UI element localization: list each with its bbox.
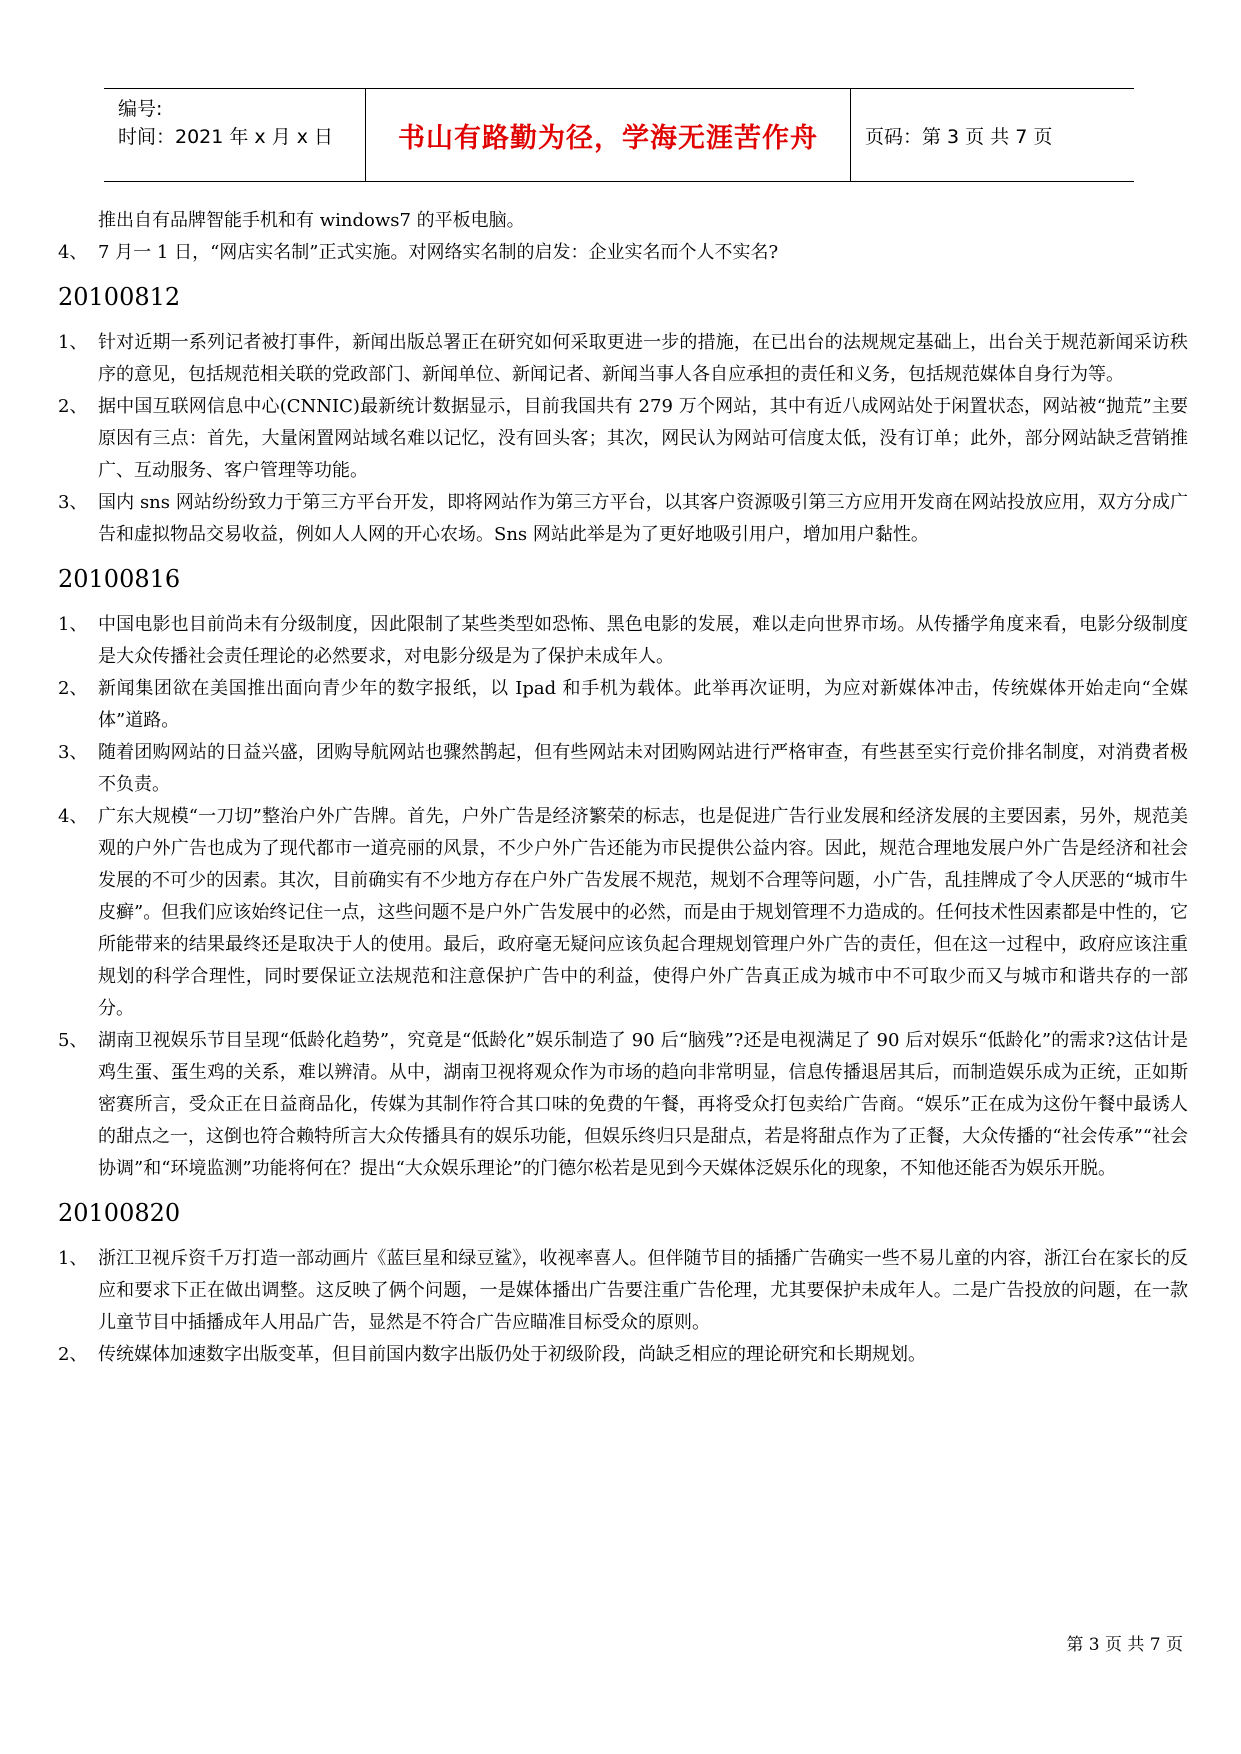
section-date-heading: 20100820 — [58, 1199, 181, 1227]
list-item-text: 传统媒体加速数字出版变革，但目前国内数字出版仍处于初级阶段，尚缺乏相应的理论研究和长期规划。 — [98, 1344, 926, 1365]
list-item-number: 5、 — [58, 1030, 88, 1051]
list-item-text: 中国电影也目前尚未有分级制度，因此限制了某些类型如恐怖、黑色电影的发展，难以走向世界市场。从传播学角度来看，电影分级制度是大众传播社会责任理论的必然要求，对电影分级是为了保护未成年人。 — [98, 614, 1188, 667]
header-meta — [104, 89, 366, 181]
list-item — [58, 487, 1188, 551]
list-item-number: 1、 — [58, 1248, 88, 1269]
list-item-number: 4、 — [58, 806, 88, 827]
document-number-label: 编号: — [118, 98, 163, 120]
list-item — [58, 237, 1188, 269]
list-item — [58, 673, 1188, 737]
page-header — [104, 88, 1134, 182]
list-item-number: 2、 — [58, 678, 88, 699]
continued-paragraph: 推出自有品牌智能手机和有 windows7 的平板电脑。 — [98, 210, 525, 231]
list-item — [58, 801, 1188, 1025]
list-item-text: 广东大规模“一刀切”整治户外广告牌。首先，户外广告是经济繁荣的标志，也是促进广告行业发展和经济发展的主要因素，另外，规范美观的户外广告也成为了现代都市一道亮丽的风景，不少户外广告还能为市民提供公益内容。因此，规范合理地发展户外广告是经济和社会发展的不可少的因素。其次，目前确实有不少地方存在户外广告发展不规范，规划不合理等问题，小广告，乱挂牌成了令人厌恶的“城市牛皮癣”。但我们应该始终记住一点，这些问题不是户外广告发展中的必然，而是由于规划管理不力造成的。任何技术性因素都是中性的，它所能带来的结果最终还是取决于人的使用。最后，政府毫无疑问应该负起合理规划管理户外广告的责任，但在这一过程中，政府应该注重规划的科学合理性，同时要保证立法规范和注意保护广告中的利益，使得户外广告真正成为城市中不可取少而又与城市和谐共存的一部分。 — [98, 806, 1188, 1019]
list-item — [58, 1025, 1188, 1185]
list-item-number: 1、 — [58, 332, 88, 353]
list-item — [58, 1339, 1188, 1371]
list-item-text: 新闻集团欲在美国推出面向青少年的数字报纸，以 Ipad 和手机为载体。此举再次证明，为应对新媒体冲击，传统媒体开始走向“全媒体”道路。 — [98, 678, 1188, 731]
list-item-number: 4、 — [58, 242, 88, 263]
header-motto: 书山有路勤为径，学海无涯苦作舟 — [366, 89, 851, 181]
document-time-label: 时间：2021 年 x 月 x 日 — [118, 126, 334, 148]
list-item-number: 2、 — [58, 396, 88, 417]
list-item-number: 2、 — [58, 1344, 88, 1365]
list-item — [58, 609, 1188, 673]
list-item-text: 浙江卫视斥资千万打造一部动画片《蓝巨星和绿豆鲨》，收视率喜人。但伴随节目的插播广告确实一些不易儿童的内容，浙江台在家长的反应和要求下正在做出调整。这反映了俩个问题，一是媒体播出广告要注重广告伦理，尤其要保护未成年人。二是广告投放的问题，在一款儿童节目中插播成年人用品广告，显然是不符合广告应瞄准目标受众的原则。 — [98, 1248, 1188, 1333]
section-date-heading: 20100812 — [58, 283, 181, 311]
document-body — [58, 205, 1188, 1371]
list-item-text: 针对近期一系列记者被打事件，新闻出版总署正在研究如何采取更进一步的措施，在已出台的法规规定基础上，出台关于规范新闻采访秩序的意见，包括规范相关联的党政部门、新闻单位、新闻记者、新闻当事人各自应承担的责任和义务，包括规范媒体自身行为等。 — [98, 332, 1188, 385]
header-page-label: 页码：第 3 页 共 7 页 — [865, 125, 1053, 148]
list-item-text: 国内 sns 网站纷纷致力于第三方平台开发，即将网站作为第三方平台，以其客户资源吸引第三方应用开发商在网站投放应用，双方分成广告和虚拟物品交易收益，例如人人网的开心农场。Sns 网站此举是为了更好地吸引用户，增加用户黏性。 — [98, 492, 1188, 545]
list-item-text: 湖南卫视娱乐节目呈现“低龄化趋势”，究竟是“低龄化”娱乐制造了 90 后“脑残”?还是电视满足了 90 后对娱乐“低龄化”的需求?这估计是鸡生蛋、蛋生鸡的关系，难以辨清。从中，湖南卫视将观众作为市场的趋向非常明显，信息传播退居其后，而制造娱乐成为正统，正如斯密赛所言，受众正在日益商品化，传媒为其制作符合其口味的免费的午餐，再将受众打包卖给广告商。“娱乐”正在成为这份午餐中最诱人的甜点之一，这倒也符合赖特所言大众传播具有的娱乐功能，但娱乐终归只是甜点，若是将甜点作为了正餐，大众传播的“社会传承”“社会协调”和“环境监测”功能将何在？提出“大众娱乐理论”的门德尔松若是见到今天媒体泛娱乐化的现象，不知他还能否为娱乐开脱。 — [98, 1030, 1188, 1179]
list-item — [58, 737, 1188, 801]
list-item-number: 1、 — [58, 614, 88, 635]
section-date-heading: 20100816 — [58, 565, 181, 593]
list-item — [58, 1243, 1188, 1339]
list-item-number: 3、 — [58, 742, 88, 763]
page-footer: 第 3 页 共 7 页 — [1066, 1635, 1183, 1655]
list-item — [58, 327, 1188, 391]
list-item-text: 随着团购网站的日益兴盛，团购导航网站也骤然鹊起，但有些网站未对团购网站进行严格审查，有些甚至实行竞价排名制度，对消费者极不负责。 — [98, 742, 1188, 795]
list-item-text: 据中国互联网信息中心(CNNIC)最新统计数据显示，目前我国共有 279 万个网站，其中有近八成网站处于闲置状态，网站被“抛荒”主要原因有三点：首先，大量闲置网站域名难以记忆，没有回头客；其次，网民认为网站可信度太低，没有订单；此外，部分网站缺乏营销推广、互动服务、客户管理等功能。 — [98, 396, 1188, 481]
list-item-text: 7 月一 1 日，“网店实名制”正式实施。对网络实名制的启发：企业实名而个人不实名? — [98, 242, 779, 263]
list-item-number: 3、 — [58, 492, 88, 513]
list-item — [58, 391, 1188, 487]
